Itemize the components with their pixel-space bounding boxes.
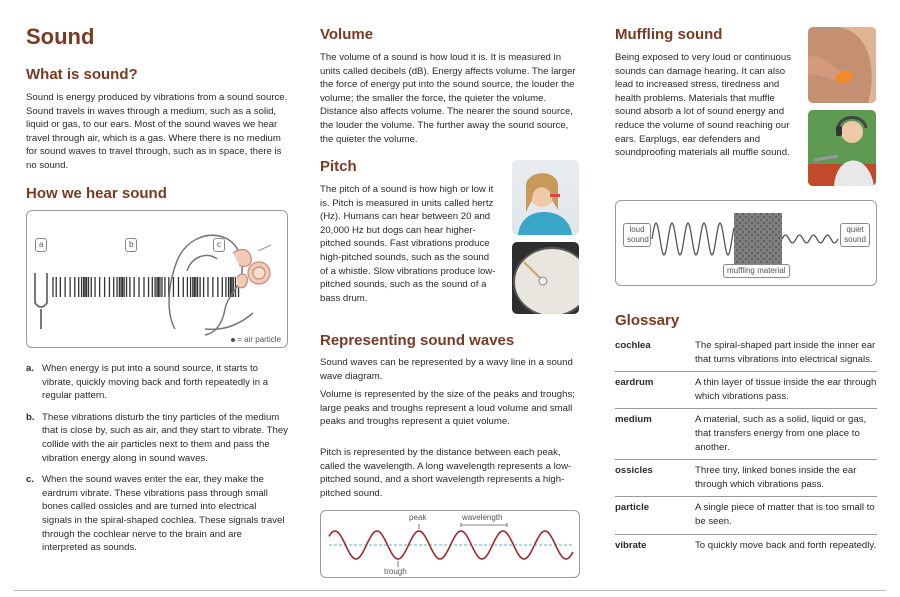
muffling-material-label: muffling material bbox=[723, 264, 790, 278]
glossary-definition: A thin layer of tissue inside the ear through which vibrations pass. bbox=[695, 377, 877, 402]
table-row bbox=[615, 409, 877, 460]
air-particle-dot-icon bbox=[231, 338, 235, 342]
glossary-term: eardrum bbox=[615, 377, 654, 389]
bass-drum-photo bbox=[512, 242, 579, 314]
glossary-term: medium bbox=[615, 414, 652, 426]
hearing-steps-list bbox=[26, 362, 288, 563]
loud-wave-line bbox=[652, 223, 734, 255]
loud-sound-label: loud sound bbox=[623, 223, 651, 247]
glossary-definition: The spiral-shaped part inside the inner ear that turns vibrations into electrical signals. bbox=[695, 340, 876, 365]
air-particle-key bbox=[231, 335, 281, 344]
list-item bbox=[26, 362, 288, 403]
air-particles-icon bbox=[53, 277, 239, 297]
representing-p3: Pitch is represented by the distance between each peak, called the wavelength. A long wavelength represents a low-pitched sound, and a short wavelength represents a high-pitched sound. bbox=[320, 447, 572, 499]
representing-p1: Sound waves can be represented by a wavy line in a sound wave diagram. bbox=[320, 357, 573, 382]
step-text: When energy is put into a sound source, it starts to vibrate, quickly moving back and forth repeatedly in a regular pattern. bbox=[42, 363, 269, 402]
girl-whistle-icon bbox=[512, 160, 579, 235]
table-row bbox=[615, 535, 877, 558]
muffling-text: Being exposed to very loud or continuous sounds can damage hearing. It can also lead to increased stress, tiredness and health problems. Materials that muffle sound absorb a lot of sound energy and reduce the volume of sound reaching our ears. Earplugs, ear defenders and soundproofing materials all muffle sound. bbox=[615, 52, 791, 159]
hearing-diagram bbox=[26, 210, 288, 348]
what-is-sound-heading: What is sound? bbox=[26, 66, 138, 83]
glossary-definition: To quickly move back and forth repeatedly. bbox=[695, 539, 877, 551]
tuning-fork-icon bbox=[35, 273, 47, 329]
how-we-hear-heading: How we hear sound bbox=[26, 185, 167, 202]
trough-label: trough bbox=[384, 567, 407, 576]
girl-whistle-photo bbox=[512, 160, 579, 235]
muffling-diagram bbox=[615, 200, 877, 286]
page-title: Sound bbox=[26, 24, 95, 49]
glossary-definition: A material, such as a solid, liquid or gas, that transfers energy from one place to another. bbox=[695, 414, 867, 453]
hearing-label-a: a bbox=[35, 238, 47, 252]
volume-text: The volume of a sound is how loud it is. It is measured in units called decibels (dB). Energy affects volume. The larger the force of energy put into the sound source, the louder the volume; the smaller the force, the quieter the volume. Distance also affects volume. The nearer the sound source, the louder the volume. The further away the sound source, the quieter the volume. bbox=[320, 52, 576, 145]
sound-wave-diagram bbox=[320, 510, 580, 578]
representing-heading: Representing sound waves bbox=[320, 332, 515, 349]
list-item bbox=[26, 473, 288, 555]
step-text: When the sound waves enter the ear, they make the eardrum vibrate. These vibrations pass through small bones called ossicles and are turned into electrical signals in the spiral-shaped cochlea. These signals travel through the cochlear nerve to the brain and are interpreted as sounds. bbox=[42, 474, 285, 554]
earplug-photo bbox=[808, 27, 876, 103]
list-item bbox=[26, 411, 288, 465]
step-marker: a. bbox=[26, 363, 35, 374]
ear-defenders-photo bbox=[808, 110, 876, 186]
table-row bbox=[615, 497, 877, 534]
air-particle-key-text: = air particle bbox=[237, 335, 282, 344]
glossary-term: particle bbox=[615, 502, 650, 514]
bass-drum-icon bbox=[512, 242, 579, 314]
representing-p2: Volume is represented by the size of the peaks and troughs; large peaks and troughs represent a loud volume and small peaks and troughs represent a quiet volume. bbox=[320, 389, 575, 428]
hearing-diagram-svg bbox=[27, 211, 289, 349]
glossary-term: ossicles bbox=[615, 465, 653, 477]
quiet-wave-line bbox=[782, 235, 838, 243]
pitch-heading: Pitch bbox=[320, 158, 357, 175]
ear-defenders-icon bbox=[808, 110, 876, 186]
step-marker: b. bbox=[26, 411, 35, 423]
step-text: These vibrations disturb the tiny particles of the medium that is close by, such as air, and they start to vibrate. They collide with the air particles next to them and pass the vibration energy along in sound waves. bbox=[42, 411, 289, 464]
volume-heading: Volume bbox=[320, 26, 374, 43]
hearing-label-c: c bbox=[213, 238, 225, 252]
hearing-label-b: b bbox=[125, 238, 137, 252]
muffling-heading: Muffling sound bbox=[615, 26, 723, 43]
glossary-term: vibrate bbox=[615, 539, 647, 551]
table-row bbox=[615, 335, 877, 372]
glossary-definition: A single piece of matter that is too small to be seen. bbox=[695, 502, 875, 527]
cochlea-icon bbox=[233, 250, 270, 288]
page-bottom-rule bbox=[14, 590, 886, 591]
table-row bbox=[615, 372, 877, 409]
table-row bbox=[615, 460, 877, 497]
what-is-sound-text: Sound is energy produced by vibrations from a sound source. Sound travels in waves through a medium, such as a solid, liquid or gas, to our ears. Most of the sound waves we hear travel through air, which is a gas. Where there is no medium for sound waves to travel through, such as in space, there is no sound. bbox=[26, 92, 288, 171]
glossary-term: cochlea bbox=[615, 340, 651, 351]
quiet-sound-label: quiet sound bbox=[840, 223, 870, 247]
peak-label: peak bbox=[409, 513, 427, 522]
step-marker: c. bbox=[26, 474, 35, 486]
earplug-icon bbox=[808, 27, 876, 103]
glossary-definition: Three tiny, linked bones inside the ear through which vibrations pass. bbox=[695, 465, 857, 490]
wavelength-label: wavelength bbox=[462, 513, 503, 522]
sound-wave-svg bbox=[321, 511, 581, 579]
glossary-table bbox=[615, 335, 877, 557]
pitch-text: The pitch of a sound is how high or low it is. Pitch is measured in units called hertz (Hz). Humans can hear between 20 and 20,000 Hz but dogs can hear higher-pitched sounds. Fast vibrations produce high-pitched sounds, such as the sound of a whistle. Slow vibrations produce low-pitched sounds, such as the sound of a bass drum. bbox=[320, 184, 496, 304]
glossary-heading: Glossary bbox=[615, 312, 680, 329]
